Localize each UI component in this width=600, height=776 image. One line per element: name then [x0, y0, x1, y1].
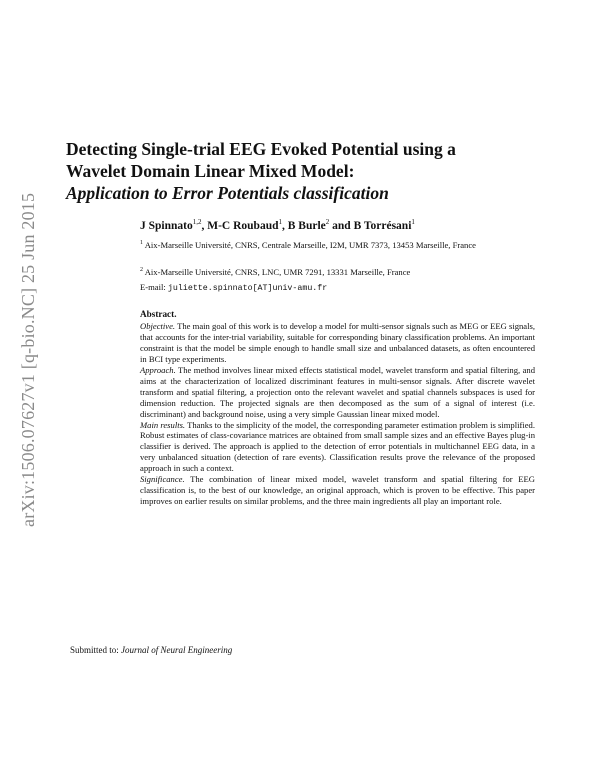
author-separator: ,: [201, 219, 208, 232]
paragraph-label: Approach.: [140, 364, 176, 375]
author-separator: ,: [282, 219, 288, 232]
paragraph-text: Thanks to the simplicity of the model, the corresponding parameter estimation problem is simplified. Robust estimates of class-covariance matrices are obtained from small sample sizes and an effective Bayes plug-in classifier is derived. The approach is applied to the detection of error potentials in multichannel EEG data, in a very unbalanced situation (detection of rare events). Classification results prove the relevance of the proposed approach in such a context.: [140, 419, 535, 474]
author-list: [140, 218, 530, 232]
title-line-2: Wavelet Domain Linear Mixed Model:: [66, 161, 355, 181]
journal-name: Journal of Neural Engineering: [121, 645, 233, 655]
abstract: [140, 309, 535, 507]
abstract-paragraph-approach: [140, 365, 535, 420]
title-line-1: Detecting Single-trial EEG Evoked Potential using a: [66, 139, 456, 159]
author-name: B Torrésani: [353, 219, 412, 232]
submitted-label: Submitted to:: [70, 645, 122, 655]
author-conjunction: and: [329, 219, 354, 232]
submission-note: [70, 645, 232, 655]
paragraph-label: Significance.: [140, 474, 185, 485]
email-address: juliette.spinnato[AT]univ-amu.fr: [167, 284, 328, 293]
affiliation-text: Aix-Marseille Université, CNRS, LNC, UMR 7291, 13331 Marseille, France: [144, 266, 411, 277]
author-name: M-C Roubaud: [207, 219, 279, 232]
affiliation-2: [140, 264, 500, 279]
paragraph-text: The combination of linear mixed model, wavelet transform and spatial filtering for EEG classification is, to the best of our knowledge, an original approach, which is proven to be effective. This paper improves on earlier results on similar problems, and the three main ingredients all play an important role.: [140, 474, 535, 507]
paragraph-label: Main results.: [140, 419, 186, 430]
author-affil-mark: 2: [325, 218, 330, 226]
affiliation-mark: 1: [140, 240, 143, 246]
affiliation-mark: 2: [140, 267, 143, 273]
abstract-paragraph-objective: [140, 321, 535, 365]
author-affil-mark: 1: [278, 218, 282, 226]
arxiv-stamp: arXiv:1506.07627v1 [q-bio.NC] 25 Jun 2015: [18, 192, 38, 527]
abstract-paragraph-significance: [140, 474, 535, 507]
paper-title: [66, 138, 536, 204]
author-affil-mark: 1,2: [192, 218, 202, 226]
abstract-paragraph-main-results: [140, 420, 535, 475]
affiliation-1: [140, 237, 500, 252]
author-name: B Burle: [287, 219, 326, 232]
author-affil-mark: 1: [411, 218, 415, 226]
abstract-heading: Abstract.: [140, 309, 177, 319]
paragraph-text: The method involves linear mixed effects statistical model, wavelet transform and spatial filtering, and aims at the characterization of localized discriminant features in multi-sensor signals. After discrete wavelet transform and spatial filtering, a projection onto the relevant wavelet and spatial channels subspaces is used for dimension reduction. The projected signals are then decomposed as the sum of a signal of interest (i.e. discriminant) and background noise, using a very simple Gaussian linear mixed model.: [140, 364, 535, 419]
affiliation-text: Aix-Marseille Université, CNRS, Centrale Marseille, I2M, UMR 7373, 13453 Marseille, France: [144, 239, 476, 250]
title-subtitle: Application to Error Potentials classification: [66, 183, 389, 203]
paragraph-text: The main goal of this work is to develop a model for multi-sensor signals such as MEG or EEG signals, that accounts for the inter-trial variability, suitable for corresponding binary classification problems. An important constraint is that the model be simple enough to handle small size and unbalanced datasets, as often encountered in BCI type experiments.: [140, 320, 535, 364]
contact-email: [140, 282, 327, 293]
email-label: E-mail:: [140, 282, 168, 292]
paragraph-label: Objective.: [140, 320, 176, 331]
author-name: J Spinnato: [140, 219, 193, 232]
